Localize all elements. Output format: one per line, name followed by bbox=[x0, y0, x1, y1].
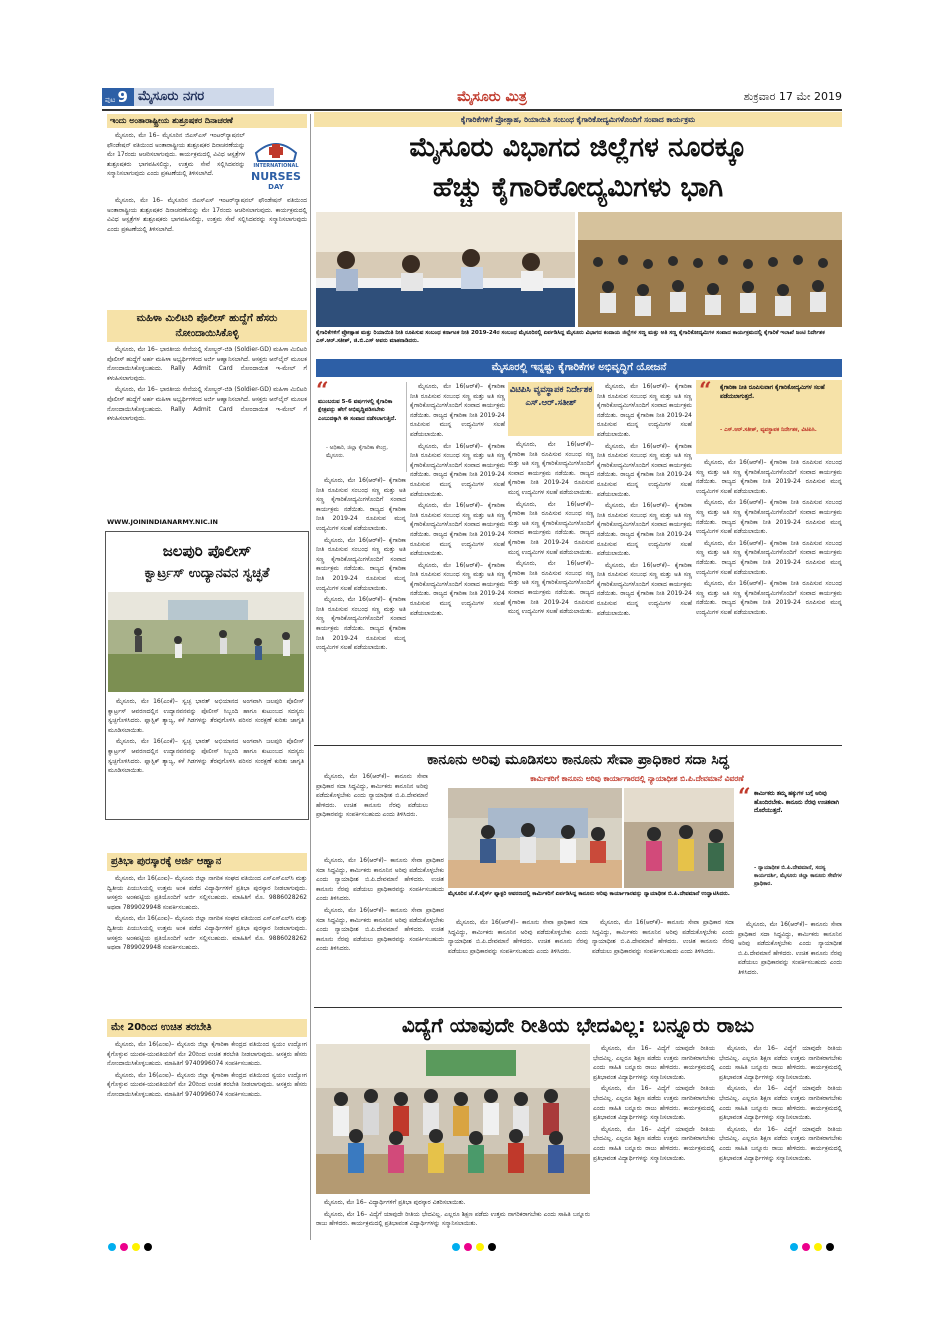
page-label: ಪುಟ bbox=[105, 96, 116, 104]
lead-quote2-box bbox=[696, 380, 842, 454]
lead-designation: ವಿಟಿಪಿಸಿ ವ್ಯವಸ್ಥಾಪಕ ನಿರ್ದೇಶಕ ಎಸ್.ಆರ್.ಸತೀಶ್ bbox=[508, 382, 594, 436]
pratibha-headline: ಪ್ರತಿಭಾ ಪುರಸ್ಕಾರಕ್ಕೆ ಅರ್ಜಿ ಆಹ್ವಾನ bbox=[107, 853, 307, 871]
lead-quote-attribution: - ಅಧಿಕಾರಿ, ಜಿಲ್ಲಾ ಕೈಗಾರಿಕಾ ಕೇಂದ್ರ, ಮೈಸೂರು. bbox=[326, 445, 388, 459]
section-title: ಮೈಸೂರು ನಗರ bbox=[134, 88, 274, 106]
page-number-badge bbox=[102, 88, 134, 106]
logo-text-international: INTERNATIONAL bbox=[253, 163, 299, 169]
education-photo bbox=[316, 1044, 590, 1194]
training-body: ಮೈಸೂರು, ಮೇ 16(ಎಂಐ)– ಮೈಸೂರು ಜಿಲ್ಲಾ ಕೈಗಾರಿಕಾ ಕೇಂದ್ರದ ವತಿಯಿಂದ ಸ್ವಯಂ ಉದ್ಯೋಗ ಕೈಗೊಳ್ಳುವ ಯುವಕ-ಯುವತಿಯರಿಗೆ ಮೇ 20ರಿಂದ ಉಚಿತ ತರಬೇತಿ ನೀಡಲಾಗುವುದು. ಆಸಕ್ತರು ಹೆಸರು ನೋಂದಾಯಿಸಿಕೊಳ್ಳಬಹುದು. ಮಾಹಿತಿಗೆ 9740996074 ಸಂಪರ್ಕಿಸಬಹುದು. ಮೈಸೂರು, ಮೇ 16(ಎಂಐ)– ಮೈಸೂರು ಜಿಲ್ಲಾ ಕೈಗಾರಿಕಾ ಕೇಂದ್ರದ ವತಿಯಿಂದ ಸ್ವಯಂ ಉದ್ಯೋಗ ಕೈಗೊಳ್ಳುವ ಯುವಕ-ಯುವತಿಯರಿಗೆ ಮೇ 20ರಿಂದ ಉಚಿತ ತರಬೇತಿ ನೀಡಲಾಗುವುದು. ಆಸಕ್ತರು ಹೆಸರು ನೋಂದಾಯಿಸಿಕೊಳ್ಳಬಹುದು. ಮಾಹಿತಿಗೆ 9740996074 ಸಂಪರ್ಕಿಸಬಹುದು. bbox=[107, 1041, 307, 1098]
law-body-col3: ಮೈಸೂರು, ಮೇ 16(ಆರ್‌ಕೆ)– ಕಾನೂನು ಸೇವಾ ಪ್ರಾಧಿಕಾರ ಸದಾ ಸಿದ್ಧವಿದ್ದು, ಕಾರ್ಮಿಕರು ಕಾನೂನಿನ ಅರಿವು ಪಡೆದುಕೊಳ್ಳಬೇಕು ಎಂದು ನ್ಯಾಯಾಧೀಶ ಬಿ.ಪಿ.ದೇವಮಾನೆ ಹೇಳಿದರು. ಉಚಿತ ಕಾನೂನು ನೆರವು ಪಡೆಯಲು ಪ್ರಾಧಿಕಾರವನ್ನು ಸಂಪರ್ಕಿಸಬಹುದು ಎಂದು ತಿಳಿಸಿದರು. bbox=[448, 919, 588, 955]
jalapuri-headline-2: ಕ್ವಾರ್ಟ್ರಸ್ ಉದ್ಯಾನವನ ಸ್ವಚ್ಛತೆ bbox=[144, 566, 270, 581]
military-police-body: ಮೈಸೂರು, ಮೇ 16– ಭಾರತೀಯ ಸೇನೆಯಲ್ಲಿ ಸೋಲ್ಜರ್-ಜಿಡಿ (Soldier-GD) ಮಹಿಳಾ ಮಿಲಿಟರಿ ಪೊಲೀಸ್ ಹುದ್ದೆಗೆ ಅರ್ಹ ಮಹಿಳಾ ಅಭ್ಯರ್ಥಿಗಳಿಂದ ಅರ್ಜಿ ಆಹ್ವಾನಿಸಲಾಗಿದೆ. ಆಸಕ್ತರು ಆನ್‌ಲೈನ್ ಮೂಲಕ ನೋಂದಾಯಿಸಿಕೊಳ್ಳಬಹುದು. Rally Admit Card ನೋಂದಾಯಿತ ಇ-ಮೇಲ್ ಗೆ ಕಳುಹಿಸಲಾಗುವುದು. ಮೈಸೂರು, ಮೇ 16– ಭಾರತೀಯ ಸೇನೆಯಲ್ಲಿ ಸೋಲ್ಜರ್-ಜಿಡಿ (Soldier-GD) ಮಹಿಳಾ ಮಿಲಿಟರಿ ಪೊಲೀಸ್ ಹುದ್ದೆಗೆ ಅರ್ಹ ಮಹಿಳಾ ಅಭ್ಯರ್ಥಿಗಳಿಂದ ಅರ್ಜಿ ಆಹ್ವಾನಿಸಲಾಗಿದೆ. ಆಸಕ್ತರು ಆನ್‌ಲೈನ್ ಮೂಲಕ ನೋಂದಾಯಿಸಿಕೊಳ್ಳಬಹುದು. Rally Admit Card ನೋಂದಾಯಿತ ಇ-ಮೇಲ್ ಗೆ ಕಳುಹಿಸಲಾಗುವುದು. bbox=[107, 346, 307, 423]
registration-marks-right bbox=[790, 1243, 850, 1253]
lead-photo-right bbox=[578, 212, 842, 327]
law-photo-caption: ಮೈಸೂರಿನ ಜೆ.ಕೆ.ಟೈರ್ಸ್ ಫ್ಯಾಕ್ಟರಿ ಆವರಣದಲ್ಲಿ ಕಾರ್ಮಿಕರಿಗೆ ಏರ್ಪಡಿಸಿದ್ದ ಕಾನೂನು ಅರಿವು ಕಾರ್ಯಾಗಾರವನ್ನು ನ್ಯಾಯಾಧೀಶ ಬಿ.ಪಿ.ದೇವಮಾನೆ ಉದ್ಘಾಟಿಸಿದರು. bbox=[448, 891, 730, 897]
military-website[interactable]: WWW.JOININDIANARMY.NIC.IN bbox=[107, 518, 218, 526]
black-dot bbox=[488, 1243, 496, 1251]
magenta-dot bbox=[464, 1243, 472, 1251]
law-body-col5: ಮೈಸೂರು, ಮೇ 16(ಆರ್‌ಕೆ)– ಕಾನೂನು ಸೇವಾ ಪ್ರಾಧಿಕಾರ ಸದಾ ಸಿದ್ಧವಿದ್ದು, ಕಾರ್ಮಿಕರು ಕಾನೂನಿನ ಅರಿವು ಪಡೆದುಕೊಳ್ಳಬೇಕು ಎಂದು ನ್ಯಾಯಾಧೀಶ ಬಿ.ಪಿ.ದೇವಮಾನೆ ಹೇಳಿದರು. ಉಚಿತ ಕಾನೂನು ನೆರವು ಪಡೆಯಲು ಪ್ರಾಧಿಕಾರವನ್ನು ಸಂಪರ್ಕಿಸಬಹುದು ಎಂದು ತಿಳಿಸಿದರು. bbox=[738, 921, 842, 976]
law-headline: ಕಾನೂನು ಅರಿವು ಮೂಡಿಸಲು ಕಾನೂನು ಸೇವಾ ಪ್ರಾಧಿಕಾರ ಸದಾ ಸಿದ್ಧ bbox=[427, 752, 729, 768]
paper-name: ಮೈಸೂರು ಮಿತ್ರ bbox=[457, 89, 527, 105]
page-number: 9 bbox=[117, 88, 128, 106]
jalapuri-headline-1: ಜಲಪುರಿ ಪೊಲೀಸ್ bbox=[162, 542, 252, 560]
logo-text-day: DAY bbox=[268, 183, 284, 191]
law-photo-right bbox=[624, 788, 734, 888]
quote-mark-icon: “ bbox=[738, 784, 751, 810]
black-dot bbox=[144, 1243, 152, 1251]
yellow-dot bbox=[132, 1243, 140, 1251]
cyan-dot bbox=[790, 1243, 798, 1251]
training-headline: ಮೇ 20ರಿಂದ ಉಚಿತ ತರಬೇತಿ bbox=[107, 1019, 307, 1037]
quote-mark-icon: “ bbox=[699, 378, 712, 404]
quote-mark-icon: “ bbox=[316, 378, 329, 404]
cyan-dot bbox=[452, 1243, 460, 1251]
lead-photo-left bbox=[316, 212, 575, 327]
law-kicker: ಕಾರ್ಮಿಕರಿಗೆ ಕಾನೂನು ಅರಿವು ಕಾರ್ಯಾಗಾರದಲ್ಲಿ ನ್ಯಾಯಾಧೀಶ ಬಿ.ಪಿ.ದೇವಮಾನೆ ವಿವರಣೆ bbox=[530, 774, 744, 783]
magenta-dot bbox=[802, 1243, 810, 1251]
masthead bbox=[102, 86, 842, 108]
magenta-dot bbox=[120, 1243, 128, 1251]
registration-marks-left bbox=[108, 1243, 168, 1253]
registration-marks-center bbox=[452, 1243, 512, 1253]
law-bottom-rule bbox=[314, 1007, 842, 1008]
law-body-col1: ಮೈಸೂರು, ಮೇ 16(ಆರ್‌ಕೆ)– ಕಾನೂನು ಸೇವಾ ಪ್ರಾಧಿಕಾರ ಸದಾ ಸಿದ್ಧವಿದ್ದು, ಕಾರ್ಮಿಕರು ಕಾನೂನಿನ ಅರಿವು ಪಡೆದುಕೊಳ್ಳಬೇಕು ಎಂದು ನ್ಯಾಯಾಧೀಶ ಬಿ.ಪಿ.ದೇವಮಾನೆ ಹೇಳಿದರು. ಉಚಿತ ಕಾನೂನು ನೆರವು ಪಡೆಯಲು ಪ್ರಾಧಿಕಾರವನ್ನು ಸಂಪರ್ಕಿಸಬಹುದು ಎಂದು ತಿಳಿಸಿದರು. bbox=[316, 773, 428, 819]
lead-body-col1: ಮೈಸೂರು, ಮೇ 16(ಆರ್‌ಕೆ)– ಕೈಗಾರಿಕಾ ನೀತಿ ರೂಪಿಸುವ ಸಂಬಂಧ ಸಣ್ಣ ಮತ್ತು ಅತಿ ಸಣ್ಣ ಕೈಗಾರಿಕೋದ್ಯಮಿಗಳೊಂದಿಗೆ ಸಂವಾದ ಕಾರ್ಯಕ್ರಮ ನಡೆಯಿತು. ರಾಜ್ಯದ ಕೈಗಾರಿಕಾ ನೀತಿ 2019-24 ರೂಪಿಸುವ ಮುನ್ನ ಉದ್ಯಮಿಗಳ ಸಲಹೆ ಪಡೆಯಲಾಯಿತು. ಮೈಸೂರು, ಮೇ 16(ಆರ್‌ಕೆ)– ಕೈಗಾರಿಕಾ ನೀತಿ ರೂಪಿಸುವ ಸಂಬಂಧ ಸಣ್ಣ ಮತ್ತು ಅತಿ ಸಣ್ಣ ಕೈಗಾರಿಕೋದ್ಯಮಿಗಳೊಂದಿಗೆ ಸಂವಾದ ಕಾರ್ಯಕ್ರಮ ನಡೆಯಿತು. ರಾಜ್ಯದ ಕೈಗಾರಿಕಾ ನೀತಿ 2019-24 ರೂಪಿಸುವ ಮುನ್ನ ಉದ್ಯಮಿಗಳ ಸಲಹೆ ಪಡೆಯಲಾಯಿತು. ಮೈಸೂರು, ಮೇ 16(ಆರ್‌ಕೆ)– ಕೈಗಾರಿಕಾ ನೀತಿ ರೂಪಿಸುವ ಸಂಬಂಧ ಸಣ್ಣ ಮತ್ತು ಅತಿ ಸಣ್ಣ ಕೈಗಾರಿಕೋದ್ಯಮಿಗಳೊಂದಿಗೆ ಸಂವಾದ ಕಾರ್ಯಕ್ರಮ ನಡೆಯಿತು. ರಾಜ್ಯದ ಕೈಗಾರಿಕಾ ನೀತಿ 2019-24 ರೂಪಿಸುವ ಮುನ್ನ ಉದ್ಯಮಿಗಳ ಸಲಹೆ ಪಡೆಯಲಾಯಿತು. bbox=[316, 477, 406, 652]
law-quote-attribution: - ನ್ಯಾಯಾಧೀಶ ಬಿ.ಪಿ.ದೇವಮಾನೆ, ಸದಸ್ಯ ಕಾರ್ಯದರ್ಶಿ, ಮೈಸೂರು ಜಿಲ್ಲಾ ಕಾನೂನು ಸೇವೆಗಳ ಪ್ರಾಧಿಕಾರ. bbox=[754, 865, 842, 887]
yellow-dot bbox=[814, 1243, 822, 1251]
lead-body-col5: ಮೈಸೂರು, ಮೇ 16(ಆರ್‌ಕೆ)– ಕೈಗಾರಿಕಾ ನೀತಿ ರೂಪಿಸುವ ಸಂಬಂಧ ಸಣ್ಣ ಮತ್ತು ಅತಿ ಸಣ್ಣ ಕೈಗಾರಿಕೋದ್ಯಮಿಗಳೊಂದಿಗೆ ಸಂವಾದ ಕಾರ್ಯಕ್ರಮ ನಡೆಯಿತು. ರಾಜ್ಯದ ಕೈಗಾರಿಕಾ ನೀತಿ 2019-24 ರೂಪಿಸುವ ಮುನ್ನ ಉದ್ಯಮಿಗಳ ಸಲಹೆ ಪಡೆಯಲಾಯಿತು. ಮೈಸೂರು, ಮೇ 16(ಆರ್‌ಕೆ)– ಕೈಗಾರಿಕಾ ನೀತಿ ರೂಪಿಸುವ ಸಂಬಂಧ ಸಣ್ಣ ಮತ್ತು ಅತಿ ಸಣ್ಣ ಕೈಗಾರಿಕೋದ್ಯಮಿಗಳೊಂದಿಗೆ ಸಂವಾದ ಕಾರ್ಯಕ್ರಮ ನಡೆಯಿತು. ರಾಜ್ಯದ ಕೈಗಾರಿಕಾ ನೀತಿ 2019-24 ರೂಪಿಸುವ ಮುನ್ನ ಉದ್ಯಮಿಗಳ ಸಲಹೆ ಪಡೆಯಲಾಯಿತು. ಮೈಸೂರು, ಮೇ 16(ಆರ್‌ಕೆ)– ಕೈಗಾರಿಕಾ ನೀತಿ ರೂಪಿಸುವ ಸಂಬಂಧ ಸಣ್ಣ ಮತ್ತು ಅತಿ ಸಣ್ಣ ಕೈಗಾರಿಕೋದ್ಯಮಿಗಳೊಂದಿಗೆ ಸಂವಾದ ಕಾರ್ಯಕ್ರಮ ನಡೆಯಿತು. ರಾಜ್ಯದ ಕೈಗಾರಿಕಾ ನೀತಿ 2019-24 ರೂಪಿಸುವ ಮುನ್ನ ಉದ್ಯಮಿಗಳ ಸಲಹೆ ಪಡೆಯಲಾಯಿತು. ಮೈಸೂರು, ಮೇ 16(ಆರ್‌ಕೆ)– ಕೈಗಾರಿಕಾ ನೀತಿ ರೂಪಿಸುವ ಸಂಬಂಧ ಸಣ್ಣ ಮತ್ತು ಅತಿ ಸಣ್ಣ ಕೈಗಾರಿಕೋದ್ಯಮಿಗಳೊಂದಿಗೆ ಸಂವಾದ ಕಾರ್ಯಕ್ರಮ ನಡೆಯಿತು. ರಾಜ್ಯದ ಕೈಗಾರಿಕಾ ನೀತಿ 2019-24 ರೂಪಿಸುವ ಮುನ್ನ ಉದ್ಯಮಿಗಳ ಸಲಹೆ ಪಡೆಯಲಾಯಿತು. bbox=[696, 459, 842, 616]
education-body-col2: ಮೈಸೂರು, ಮೇ 16– ವಿದ್ಯೆಗೆ ಯಾವುದೇ ರೀತಿಯ ಭೇದವಿಲ್ಲ. ಎಲ್ಲರೂ ಶಿಕ್ಷಣ ಪಡೆದು ಉತ್ತಮ ನಾಗರಿಕರಾಗಬೇಕು ಎಂದು ಸಾಹಿತಿ ಬನ್ನೂರು ರಾಜು ಹೇಳಿದರು. ಕಾರ್ಯಕ್ರಮದಲ್ಲಿ ಪ್ರತಿಭಾವಂತ ವಿದ್ಯಾರ್ಥಿಗಳನ್ನು ಸನ್ಮಾನಿಸಲಾಯಿತು. ಮೈಸೂರು, ಮೇ 16– ವಿದ್ಯೆಗೆ ಯಾವುದೇ ರೀತಿಯ ಭೇದವಿಲ್ಲ. ಎಲ್ಲರೂ ಶಿಕ್ಷಣ ಪಡೆದು ಉತ್ತಮ ನಾಗರಿಕರಾಗಬೇಕು ಎಂದು ಸಾಹಿತಿ ಬನ್ನೂರು ರಾಜು ಹೇಳಿದರು. ಕಾರ್ಯಕ್ರಮದಲ್ಲಿ ಪ್ರತಿಭಾವಂತ ವಿದ್ಯಾರ್ಥಿಗಳನ್ನು ಸನ್ಮಾನಿಸಲಾಯಿತು. ಮೈಸೂರು, ಮೇ 16– ವಿದ್ಯೆಗೆ ಯಾವುದೇ ರೀತಿಯ ಭೇದವಿಲ್ಲ. ಎಲ್ಲರೂ ಶಿಕ್ಷಣ ಪಡೆದು ಉತ್ತಮ ನಾಗರಿಕರಾಗಬೇಕು ಎಂದು ಸಾಹಿತಿ ಬನ್ನೂರು ರಾಜು ಹೇಳಿದರು. ಕಾರ್ಯಕ್ರಮದಲ್ಲಿ ಪ್ರತಿಭಾವಂತ ವಿದ್ಯಾರ್ಥಿಗಳನ್ನು ಸನ್ಮಾನಿಸಲಾಯಿತು. bbox=[719, 1045, 842, 1162]
nurses-day-headline: ಇಂದು ಅಂತಾರಾಷ್ಟ್ರೀಯ ಶುಶ್ರೂಷಕರ ದಿನಾಚರಣೆ bbox=[107, 114, 307, 128]
lead-body-col2: ಮೈಸೂರು, ಮೇ 16(ಆರ್‌ಕೆ)– ಕೈಗಾರಿಕಾ ನೀತಿ ರೂಪಿಸುವ ಸಂಬಂಧ ಸಣ್ಣ ಮತ್ತು ಅತಿ ಸಣ್ಣ ಕೈಗಾರಿಕೋದ್ಯಮಿಗಳೊಂದಿಗೆ ಸಂವಾದ ಕಾರ್ಯಕ್ರಮ ನಡೆಯಿತು. ರಾಜ್ಯದ ಕೈಗಾರಿಕಾ ನೀತಿ 2019-24 ರೂಪಿಸುವ ಮುನ್ನ ಉದ್ಯಮಿಗಳ ಸಲಹೆ ಪಡೆಯಲಾಯಿತು. ಮೈಸೂರು, ಮೇ 16(ಆರ್‌ಕೆ)– ಕೈಗಾರಿಕಾ ನೀತಿ ರೂಪಿಸುವ ಸಂಬಂಧ ಸಣ್ಣ ಮತ್ತು ಅತಿ ಸಣ್ಣ ಕೈಗಾರಿಕೋದ್ಯಮಿಗಳೊಂದಿಗೆ ಸಂವಾದ ಕಾರ್ಯಕ್ರಮ ನಡೆಯಿತು. ರಾಜ್ಯದ ಕೈಗಾರಿಕಾ ನೀತಿ 2019-24 ರೂಪಿಸುವ ಮುನ್ನ ಉದ್ಯಮಿಗಳ ಸಲಹೆ ಪಡೆಯಲಾಯಿತು. ಮೈಸೂರು, ಮೇ 16(ಆರ್‌ಕೆ)– ಕೈಗಾರಿಕಾ ನೀತಿ ರೂಪಿಸುವ ಸಂಬಂಧ ಸಣ್ಣ ಮತ್ತು ಅತಿ ಸಣ್ಣ ಕೈಗಾರಿಕೋದ್ಯಮಿಗಳೊಂದಿಗೆ ಸಂವಾದ ಕಾರ್ಯಕ್ರಮ ನಡೆಯಿತು. ರಾಜ್ಯದ ಕೈಗಾರಿಕಾ ನೀತಿ 2019-24 ರೂಪಿಸುವ ಮುನ್ನ ಉದ್ಯಮಿಗಳ ಸಲಹೆ ಪಡೆಯಲಾಯಿತು. ಮೈಸೂರು, ಮೇ 16(ಆರ್‌ಕೆ)– ಕೈಗಾರಿಕಾ ನೀತಿ ರೂಪಿಸುವ ಸಂಬಂಧ ಸಣ್ಣ ಮತ್ತು ಅತಿ ಸಣ್ಣ ಕೈಗಾರಿಕೋದ್ಯಮಿಗಳೊಂದಿಗೆ ಸಂವಾದ ಕಾರ್ಯಕ್ರಮ ನಡೆಯಿತು. ರಾಜ್ಯದ ಕೈಗಾರಿಕಾ ನೀತಿ 2019-24 ರೂಪಿಸುವ ಮುನ್ನ ಉದ್ಯಮಿಗಳ ಸಲಹೆ ಪಡೆಯಲಾಯಿತು. bbox=[410, 383, 505, 617]
education-headline: ವಿದ್ಯೆಗೆ ಯಾವುದೇ ರೀತಿಯ ಭೇದವಿಲ್ಲ: ಬನ್ನೂರು ರಾಜು bbox=[401, 1013, 755, 1037]
cyan-dot bbox=[108, 1243, 116, 1251]
nurses-day-body-cont: ಮೈಸೂರು, ಮೇ 16– ಮೈಸೂರಿನ ಜಿಎಸ್‌ಎಸ್ ಇಂಟರ್‌ನ್ಯಾಷನಲ್ ಫೌಂಡೇಷನ್ ವತಿಯಿಂದ ಅಂತಾರಾಷ್ಟ್ರೀಯ ಶುಶ್ರೂಷಕರ ದಿನಾಚರಣೆಯನ್ನು ಮೇ 17ರಂದು ಆಚರಿಸಲಾಗುವುದು. ಕಾರ್ಯಕ್ರಮದಲ್ಲಿ ವಿವಿಧ ಆಸ್ಪತ್ರೆಗಳ ಶುಶ್ರೂಷಕರು ಭಾಗವಹಿಸಲಿದ್ದು, ಉತ್ತಮ ಸೇವೆ ಸಲ್ಲಿಸಿದವರನ್ನು ಸನ್ಮಾನಿಸಲಾಗುವುದು ಎಂದು ಪ್ರಕಟಣೆಯಲ್ಲಿ ತಿಳಿಸಲಾಗಿದೆ. bbox=[107, 197, 307, 233]
nurses-day-body: ಮೈಸೂರು, ಮೇ 16– ಮೈಸೂರಿನ ಜಿಎಸ್‌ಎಸ್ ಇಂಟರ್‌ನ್ಯಾಷನಲ್ ಫೌಂಡೇಷನ್ ವತಿಯಿಂದ ಅಂತಾರಾಷ್ಟ್ರೀಯ ಶುಶ್ರೂಷಕರ ದಿನಾಚರಣೆಯನ್ನು ಮೇ 17ರಂದು ಆಚರಿಸಲಾಗುವುದು. ಕಾರ್ಯಕ್ರಮದಲ್ಲಿ ವಿವಿಧ ಆಸ್ಪತ್ರೆಗಳ ಶುಶ್ರೂಷಕರು ಭಾಗವಹಿಸಲಿದ್ದು, ಉತ್ತಮ ಸೇವೆ ಸಲ್ಲಿಸಿದವರನ್ನು ಸನ್ಮಾನಿಸಲಾಗುವುದು ಎಂದು ಪ್ರಕಟಣೆಯಲ್ಲಿ ತಿಳಿಸಲಾಗಿದೆ. bbox=[107, 132, 245, 178]
nurses-day-logo bbox=[248, 131, 304, 193]
logo-text-nurses: NURSES bbox=[251, 170, 301, 183]
law-quote-text: ಕಾರ್ಮಿಕರು ತಮ್ಮ ಹಕ್ಕುಗಳ ಬಗ್ಗೆ ಅರಿವು ಹೊಂದಿರಬೇಕು. ಕಾನೂನು ನೆರವು ಉಚಿತವಾಗಿ ದೊರೆಯುತ್ತದೆ. bbox=[754, 791, 840, 815]
lead-quote2-text: ಕೈಗಾರಿಕಾ ನೀತಿ ರೂಪಿಸುವಾಗ ಕೈಗಾರಿಕೋದ್ಯಮಿಗಳ ಸಲಹೆ ಪಡೆಯಲಾಗುತ್ತದೆ. bbox=[720, 385, 825, 400]
military-police-headline: ಮಹಿಳಾ ಮಿಲಿಟರಿ ಪೊಲೀಸ್ ಹುದ್ದೆಗೆ ಹೆಸರು ನೋಂದಾಯಿಸಿಕೊಳ್ಳಿ bbox=[107, 310, 307, 342]
jalapuri-body: ಮೈಸೂರು, ಮೇ 16(ಎಂಕೆ)– ಸ್ವಚ್ಛ ಭಾರತ್ ಅಭಿಯಾನದ ಅಂಗವಾಗಿ ಜಲಪುರಿ ಪೊಲೀಸ್ ಕ್ವಾರ್ಟ್ರಸ್ ಆವರಣದಲ್ಲಿನ ಉದ್ಯಾನವನವನ್ನು ಪೊಲೀಸ್ ಸಿಬ್ಬಂದಿ ಹಾಗೂ ಕುಟುಂಬದ ಸದಸ್ಯರು ಸ್ವಚ್ಛಗೊಳಿಸಿದರು. ಪ್ಲಾಸ್ಟಿಕ್ ತ್ಯಾಜ್ಯ, ಕಳೆ ಗಿಡಗಳನ್ನು ತೆರವುಗೊಳಿಸಿ ಪರಿಸರ ಸಂರಕ್ಷಣೆ ಕುರಿತು ಜಾಗೃತಿ ಮೂಡಿಸಲಾಯಿತು. ಮೈಸೂರು, ಮೇ 16(ಎಂಕೆ)– ಸ್ವಚ್ಛ ಭಾರತ್ ಅಭಿಯಾನದ ಅಂಗವಾಗಿ ಜಲಪುರಿ ಪೊಲೀಸ್ ಕ್ವಾರ್ಟ್ರಸ್ ಆವರಣದಲ್ಲಿನ ಉದ್ಯಾನವನವನ್ನು ಪೊಲೀಸ್ ಸಿಬ್ಬಂದಿ ಹಾಗೂ ಕುಟುಂಬದ ಸದಸ್ಯರು ಸ್ವಚ್ಛಗೊಳಿಸಿದರು. ಪ್ಲಾಸ್ಟಿಕ್ ತ್ಯಾಜ್ಯ, ಕಳೆ ಗಿಡಗಳನ್ನು ತೆರವುಗೊಳಿಸಿ ಪರಿಸರ ಸಂರಕ್ಷಣೆ ಕುರಿತು ಜಾಗೃತಿ ಮೂಡಿಸಲಾಯಿತು. bbox=[108, 698, 304, 775]
black-dot bbox=[826, 1243, 834, 1251]
lead-quote-text: ಮುಂಬರುವ 5-6 ವರ್ಷಗಳಲ್ಲಿ ಕೈಗಾರಿಕಾ ಕ್ಷೇತ್ರವನ್ನು ಹೇಗೆ ಅಭಿವೃದ್ಧಿಪಡಿಸಬೇಕು ಎಂಬುದಕ್ಕಾಗಿ ಈ ಸಂವಾದ ನಡೆಸಲಾಗುತ್ತಿದೆ. bbox=[318, 399, 397, 422]
law-quote-box bbox=[738, 784, 842, 918]
left-column-divider bbox=[310, 114, 311, 1240]
education-body-col1: ಮೈಸೂರು, ಮೇ 16– ವಿದ್ಯೆಗೆ ಯಾವುದೇ ರೀತಿಯ ಭೇದವಿಲ್ಲ. ಎಲ್ಲರೂ ಶಿಕ್ಷಣ ಪಡೆದು ಉತ್ತಮ ನಾಗರಿಕರಾಗಬೇಕು ಎಂದು ಸಾಹಿತಿ ಬನ್ನೂರು ರಾಜು ಹೇಳಿದರು. ಕಾರ್ಯಕ್ರಮದಲ್ಲಿ ಪ್ರತಿಭಾವಂತ ವಿದ್ಯಾರ್ಥಿಗಳನ್ನು ಸನ್ಮಾನಿಸಲಾಯಿತು. ಮೈಸೂರು, ಮೇ 16– ವಿದ್ಯೆಗೆ ಯಾವುದೇ ರೀತಿಯ ಭೇದವಿಲ್ಲ. ಎಲ್ಲರೂ ಶಿಕ್ಷಣ ಪಡೆದು ಉತ್ತಮ ನಾಗರಿಕರಾಗಬೇಕು ಎಂದು ಸಾಹಿತಿ ಬನ್ನೂರು ರಾಜು ಹೇಳಿದರು. ಕಾರ್ಯಕ್ರಮದಲ್ಲಿ ಪ್ರತಿಭಾವಂತ ವಿದ್ಯಾರ್ಥಿಗಳನ್ನು ಸನ್ಮಾನಿಸಲಾಯಿತು. ಮೈಸೂರು, ಮೇ 16– ವಿದ್ಯೆಗೆ ಯಾವುದೇ ರೀತಿಯ ಭೇದವಿಲ್ಲ. ಎಲ್ಲರೂ ಶಿಕ್ಷಣ ಪಡೆದು ಉತ್ತಮ ನಾಗರಿಕರಾಗಬೇಕು ಎಂದು ಸಾಹಿತಿ ಬನ್ನೂರು ರಾಜು ಹೇಳಿದರು. ಕಾರ್ಯಕ್ರಮದಲ್ಲಿ ಪ್ರತಿಭಾವಂತ ವಿದ್ಯಾರ್ಥಿಗಳನ್ನು ಸನ್ಮಾನಿಸಲಾಯಿತು. bbox=[593, 1045, 715, 1162]
yellow-dot bbox=[476, 1243, 484, 1251]
lead-bottom-rule bbox=[314, 745, 842, 746]
lead-subhead: ಮೈಸೂರಲ್ಲಿ ಇನ್ನಷ್ಟು ಕೈಗಾರಿಕೆಗಳ ಅಭಿವೃದ್ಧಿಗೆ ಯೋಜನೆ bbox=[316, 359, 842, 377]
pratibha-body: ಮೈಸೂರು, ಮೇ 16(ಎಂಐ)– ಮೈಸೂರು ಜಿಲ್ಲಾ ನಾಗರಿಕ ಸಂಘದ ವತಿಯಿಂದ ಎಸ್‌ಎಸ್‌ಎಲ್‌ಸಿ ಮತ್ತು ದ್ವಿತೀಯ ಪಿಯುಸಿಯಲ್ಲಿ ಉತ್ತಮ ಅಂಕ ಪಡೆದ ವಿದ್ಯಾರ್ಥಿಗಳಿಗೆ ಪ್ರತಿಭಾ ಪುರಸ್ಕಾರ ನೀಡಲಾಗುವುದು. ಆಸಕ್ತರು ಅಂಕಪಟ್ಟಿಯ ಪ್ರತಿಯೊಂದಿಗೆ ಅರ್ಜಿ ಸಲ್ಲಿಸಬಹುದು. ಮಾಹಿತಿಗೆ ಮೊ. 9886028262 ಅಥವಾ 7899029948 ಸಂಪರ್ಕಿಸಬಹುದು. ಮೈಸೂರು, ಮೇ 16(ಎಂಐ)– ಮೈಸೂರು ಜಿಲ್ಲಾ ನಾಗರಿಕ ಸಂಘದ ವತಿಯಿಂದ ಎಸ್‌ಎಸ್‌ಎಲ್‌ಸಿ ಮತ್ತು ದ್ವಿತೀಯ ಪಿಯುಸಿಯಲ್ಲಿ ಉತ್ತಮ ಅಂಕ ಪಡೆದ ವಿದ್ಯಾರ್ಥಿಗಳಿಗೆ ಪ್ರತಿಭಾ ಪುರಸ್ಕಾರ ನೀಡಲಾಗುವುದು. ಆಸಕ್ತರು ಅಂಕಪಟ್ಟಿಯ ಪ್ರತಿಯೊಂದಿಗೆ ಅರ್ಜಿ ಸಲ್ಲಿಸಬಹುದು. ಮಾಹಿತಿಗೆ ಮೊ. 9886028262 ಅಥವಾ 7899029948 ಸಂಪರ್ಕಿಸಬಹುದು. bbox=[107, 875, 307, 952]
law-body-col4: ಮೈಸೂರು, ಮೇ 16(ಆರ್‌ಕೆ)– ಕಾನೂನು ಸೇವಾ ಪ್ರಾಧಿಕಾರ ಸದಾ ಸಿದ್ಧವಿದ್ದು, ಕಾರ್ಮಿಕರು ಕಾನೂನಿನ ಅರಿವು ಪಡೆದುಕೊಳ್ಳಬೇಕು ಎಂದು ನ್ಯಾಯಾಧೀಶ ಬಿ.ಪಿ.ದೇವಮಾನೆ ಹೇಳಿದರು. ಉಚಿತ ಕಾನೂನು ನೆರವು ಪಡೆಯಲು ಪ್ರಾಧಿಕಾರವನ್ನು ಸಂಪರ್ಕಿಸಬಹುದು ಎಂದು ತಿಳಿಸಿದರು. bbox=[592, 919, 734, 955]
lead-quote2-attribution: - ಎಸ್.ಆರ್.ಸತೀಶ್, ವ್ಯವಸ್ಥಾಪಕ ನಿರ್ದೇಶಕ, ವಿಟಿಪಿಸಿ. bbox=[720, 427, 817, 433]
jalapuri-photo bbox=[108, 592, 304, 692]
law-photo-left bbox=[448, 788, 622, 888]
education-caption-body: ಮೈಸೂರು, ಮೇ 16– ವಿದ್ಯಾರ್ಥಿಗಳಿಗೆ ಪ್ರತಿಭಾ ಪುರಸ್ಕಾರ ವಿತರಿಸಲಾಯಿತು. ಮೈಸೂರು, ಮೇ 16– ವಿದ್ಯೆಗೆ ಯಾವುದೇ ರೀತಿಯ ಭೇದವಿಲ್ಲ. ಎಲ್ಲರೂ ಶಿಕ್ಷಣ ಪಡೆದು ಉತ್ತಮ ನಾಗರಿಕರಾಗಬೇಕು ಎಂದು ಸಾಹಿತಿ ಬನ್ನೂರು ರಾಜು ಹೇಳಿದರು. ಕಾರ್ಯಕ್ರಮದಲ್ಲಿ ಪ್ರತಿಭಾವಂತ ವಿದ್ಯಾರ್ಥಿಗಳನ್ನು ಸನ್ಮಾನಿಸಲಾಯಿತು. bbox=[316, 1199, 590, 1228]
issue-date: ಶುಕ್ರವಾರ 17 ಮೇ 2019 bbox=[743, 90, 842, 103]
lead-body-col4: ಮೈಸೂರು, ಮೇ 16(ಆರ್‌ಕೆ)– ಕೈಗಾರಿಕಾ ನೀತಿ ರೂಪಿಸುವ ಸಂಬಂಧ ಸಣ್ಣ ಮತ್ತು ಅತಿ ಸಣ್ಣ ಕೈಗಾರಿಕೋದ್ಯಮಿಗಳೊಂದಿಗೆ ಸಂವಾದ ಕಾರ್ಯಕ್ರಮ ನಡೆಯಿತು. ರಾಜ್ಯದ ಕೈಗಾರಿಕಾ ನೀತಿ 2019-24 ರೂಪಿಸುವ ಮುನ್ನ ಉದ್ಯಮಿಗಳ ಸಲಹೆ ಪಡೆಯಲಾಯಿತು. ಮೈಸೂರು, ಮೇ 16(ಆರ್‌ಕೆ)– ಕೈಗಾರಿಕಾ ನೀತಿ ರೂಪಿಸುವ ಸಂಬಂಧ ಸಣ್ಣ ಮತ್ತು ಅತಿ ಸಣ್ಣ ಕೈಗಾರಿಕೋದ್ಯಮಿಗಳೊಂದಿಗೆ ಸಂವಾದ ಕಾರ್ಯಕ್ರಮ ನಡೆಯಿತು. ರಾಜ್ಯದ ಕೈಗಾರಿಕಾ ನೀತಿ 2019-24 ರೂಪಿಸುವ ಮುನ್ನ ಉದ್ಯಮಿಗಳ ಸಲಹೆ ಪಡೆಯಲಾಯಿತು. ಮೈಸೂರು, ಮೇ 16(ಆರ್‌ಕೆ)– ಕೈಗಾರಿಕಾ ನೀತಿ ರೂಪಿಸುವ ಸಂಬಂಧ ಸಣ್ಣ ಮತ್ತು ಅತಿ ಸಣ್ಣ ಕೈಗಾರಿಕೋದ್ಯಮಿಗಳೊಂದಿಗೆ ಸಂವಾದ ಕಾರ್ಯಕ್ರಮ ನಡೆಯಿತು. ರಾಜ್ಯದ ಕೈಗಾರಿಕಾ ನೀತಿ 2019-24 ರೂಪಿಸುವ ಮುನ್ನ ಉದ್ಯಮಿಗಳ ಸಲಹೆ ಪಡೆಯಲಾಯಿತು. ಮೈಸೂರು, ಮೇ 16(ಆರ್‌ಕೆ)– ಕೈಗಾರಿಕಾ ನೀತಿ ರೂಪಿಸುವ ಸಂಬಂಧ ಸಣ್ಣ ಮತ್ತು ಅತಿ ಸಣ್ಣ ಕೈಗಾರಿಕೋದ್ಯಮಿಗಳೊಂದಿಗೆ ಸಂವಾದ ಕಾರ್ಯಕ್ರಮ ನಡೆಯಿತು. ರಾಜ್ಯದ ಕೈಗಾರಿಕಾ ನೀತಿ 2019-24 ರೂಪಿಸುವ ಮುನ್ನ ಉದ್ಯಮಿಗಳ ಸಲಹೆ ಪಡೆಯಲಾಯಿತು. bbox=[597, 383, 692, 617]
law-body-col2: ಮೈಸೂರು, ಮೇ 16(ಆರ್‌ಕೆ)– ಕಾನೂನು ಸೇವಾ ಪ್ರಾಧಿಕಾರ ಸದಾ ಸಿದ್ಧವಿದ್ದು, ಕಾರ್ಮಿಕರು ಕಾನೂನಿನ ಅರಿವು ಪಡೆದುಕೊಳ್ಳಬೇಕು ಎಂದು ನ್ಯಾಯಾಧೀಶ ಬಿ.ಪಿ.ದೇವಮಾನೆ ಹೇಳಿದರು. ಉಚಿತ ಕಾನೂನು ನೆರವು ಪಡೆಯಲು ಪ್ರಾಧಿಕಾರವನ್ನು ಸಂಪರ್ಕಿಸಬಹುದು ಎಂದು ತಿಳಿಸಿದರು. ಮೈಸೂರು, ಮೇ 16(ಆರ್‌ಕೆ)– ಕಾನೂನು ಸೇವಾ ಪ್ರಾಧಿಕಾರ ಸದಾ ಸಿದ್ಧವಿದ್ದು, ಕಾರ್ಮಿಕರು ಕಾನೂನಿನ ಅರಿವು ಪಡೆದುಕೊಳ್ಳಬೇಕು ಎಂದು ನ್ಯಾಯಾಧೀಶ ಬಿ.ಪಿ.ದೇವಮಾನೆ ಹೇಳಿದರು. ಉಚಿತ ಕಾನೂನು ನೆರವು ಪಡೆಯಲು ಪ್ರಾಧಿಕಾರವನ್ನು ಸಂಪರ್ಕಿಸಬಹುದು ಎಂದು ತಿಳಿಸಿದರು. bbox=[316, 857, 444, 953]
lead-quote-box bbox=[316, 378, 407, 472]
lead-photo-caption: ಕೈಗಾರಿಕೆಗಳಿಗೆ ಪ್ರೋತ್ಸಾಹ ಮತ್ತು ರಿಯಾಯಿತಿ ನೀತಿ ರೂಪಿಸುವ ಸಂಬಂಧ ಕರ್ನಾಟಕ ನೀತಿ 2019-24ರ ಸಂಬಂಧ ಮೈಸೂರಿನಲ್ಲಿ ಏರ್ಪಡಿಸಿದ್ದ ಮೈಸೂರು ವಿಭಾಗದ ಕಂದಾಯ ಜಿಲ್ಲೆಗಳ ಸಣ್ಣ ಮತ್ತು ಅತಿ ಸಣ್ಣ ಕೈಗಾರಿಕೋದ್ಯಮಿಗಳ ಸಂವಾದ ಕಾರ್ಯಕ್ರಮದಲ್ಲಿ ಕೈಗಾರಿಕೆ ಇಲಾಖೆ ಜಂಟಿ ನಿರ್ದೇಶಕ ಎಸ್.ಆರ್.ಸತೀಶ್, ಜಿ.ಬಿ.ಎಸ್ ಅವರು ಮಾತನಾಡಿದರು. bbox=[316, 330, 825, 345]
lead-headline-line1: ಮೈಸೂರು ವಿಭಾಗದ ಜಿಲ್ಲೆಗಳ ನೂರಕ್ಕೂ bbox=[409, 132, 747, 163]
lead-headline-line2: ಹೆಚ್ಚು ಕೈಗಾರಿಕೋದ್ಯಮಿಗಳು ಭಾಗಿ bbox=[432, 172, 724, 203]
lead-kicker: ಕೈಗಾರಿಕೆಗಳಿಗೆ ಪ್ರೋತ್ಸಾಹ, ರಿಯಾಯಿತಿ ಸಂಬಂಧ ಕೈಗಾರಿಕೋದ್ಯಮಿಗಳೊಂದಿಗೆ ಸಂವಾದ ಕಾರ್ಯಕ್ರಮ bbox=[314, 112, 842, 127]
masthead-rule bbox=[102, 109, 842, 111]
lead-body-col3: ಮೈಸೂರು, ಮೇ 16(ಆರ್‌ಕೆ)– ಕೈಗಾರಿಕಾ ನೀತಿ ರೂಪಿಸುವ ಸಂಬಂಧ ಸಣ್ಣ ಮತ್ತು ಅತಿ ಸಣ್ಣ ಕೈಗಾರಿಕೋದ್ಯಮಿಗಳೊಂದಿಗೆ ಸಂವಾದ ಕಾರ್ಯಕ್ರಮ ನಡೆಯಿತು. ರಾಜ್ಯದ ಕೈಗಾರಿಕಾ ನೀತಿ 2019-24 ರೂಪಿಸುವ ಮುನ್ನ ಉದ್ಯಮಿಗಳ ಸಲಹೆ ಪಡೆಯಲಾಯಿತು. ಮೈಸೂರು, ಮೇ 16(ಆರ್‌ಕೆ)– ಕೈಗಾರಿಕಾ ನೀತಿ ರೂಪಿಸುವ ಸಂಬಂಧ ಸಣ್ಣ ಮತ್ತು ಅತಿ ಸಣ್ಣ ಕೈಗಾರಿಕೋದ್ಯಮಿಗಳೊಂದಿಗೆ ಸಂವಾದ ಕಾರ್ಯಕ್ರಮ ನಡೆಯಿತು. ರಾಜ್ಯದ ಕೈಗಾರಿಕಾ ನೀತಿ 2019-24 ರೂಪಿಸುವ ಮುನ್ನ ಉದ್ಯಮಿಗಳ ಸಲಹೆ ಪಡೆಯಲಾಯಿತು. ಮೈಸೂರು, ಮೇ 16(ಆರ್‌ಕೆ)– ಕೈಗಾರಿಕಾ ನೀತಿ ರೂಪಿಸುವ ಸಂಬಂಧ ಸಣ್ಣ ಮತ್ತು ಅತಿ ಸಣ್ಣ ಕೈಗಾರಿಕೋದ್ಯಮಿಗಳೊಂದಿಗೆ ಸಂವಾದ ಕಾರ್ಯಕ್ರಮ ನಡೆಯಿತು. ರಾಜ್ಯದ ಕೈಗಾರಿಕಾ ನೀತಿ 2019-24 ರೂಪಿಸುವ ಮುನ್ನ ಉದ್ಯಮಿಗಳ ಸಲಹೆ ಪಡೆಯಲಾಯಿತು. bbox=[508, 441, 594, 616]
